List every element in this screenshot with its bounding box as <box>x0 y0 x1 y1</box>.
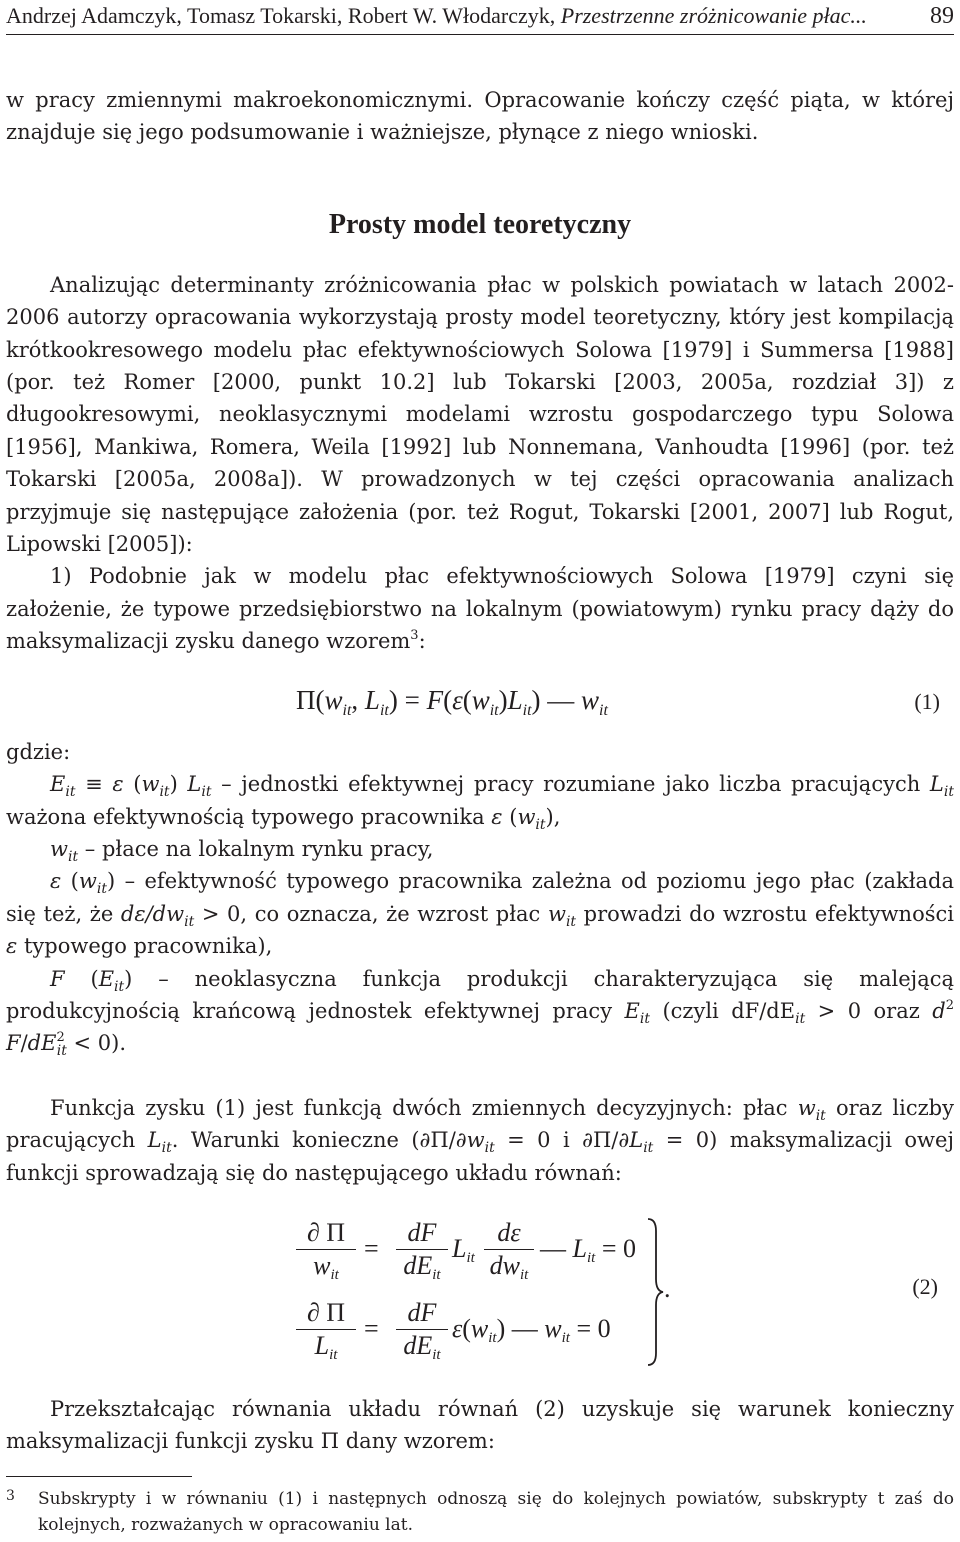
dF-dE-2: dF dEit <box>396 1299 448 1360</box>
paragraph-assumptions: Analizując determinanty zróżnicowania płac w polskich powiatach w latach 2002-2006 autorzy opracowania wykorzystają prosty model teoretyczny, który jest kompilacją krótkookresowego modelu płac efektywnościowych Solowa [1979] i Summersa [1988] (por. też Romer [2000, punkt 10.2] lub Tokarski [2003, 2005a, rozdział 3]) z długookresowymi, neoklasycznymi modelami wzrostu gospodarczego typu Solowa [1956], Mankiwa, Romera, Weila [1992] lub Nonnemana, Vanhoudta [1996] (por. też Tokarski [2005a, 2008a]). W prowadzonych w tej części opracowania analizach przyjmuje się następujące założenia (por. też Rogut, Tokarski [2001, 2007] lub Rogut, Lipowski [2005]): <box>6 272 954 557</box>
page-number: 89 <box>930 3 954 29</box>
intro-paragraph: w pracy zmiennymi makroekonomicznymi. Opracowanie kończy część piąta, w której znajduje się jego podsumowanie i ważniejsze, płynące z niego wnioski. <box>6 88 954 145</box>
footnote-rule <box>6 1476 192 1477</box>
equation-1-number: (1) <box>914 688 940 714</box>
footnote-ref: 3 <box>410 628 419 644</box>
main-text <box>6 84 954 1458</box>
paragraph-profit-function: Funkcja zysku (1) jest funkcją dwóch zmiennych decyzyjnych: płac $w_{it}$ oraz liczby pracujących $L_{it}$. Warunki konieczne ($\partial\Pi/\partial w_{it} = 0$ i $\partial\Pi/\partial L_{it} = 0$) maksymalizacji owej funkcji sprowadzają się do następującego układu równań: <box>6 1095 954 1185</box>
dF-dE-1: dF dEit <box>396 1219 448 1280</box>
right-brace <box>646 1217 664 1367</box>
where-label: gdzie: <box>6 739 71 764</box>
equation-1-formula: $\Pi(w_{it}$, $L_{it}) = F(\varepsilon(w_{it})L_{it})$ — $w_{it}$ <box>296 684 608 719</box>
header-authors: Andrzej Adamczyk, Tomasz Tokarski, Robert W. Włodarczyk, <box>6 3 556 28</box>
equation-system-2: ∂ Π wit = dF dEit Lit dε dwit — Lit = 0 ∂ Π Lit = dF dEit ε(wit) — wit = 0 . (2) <box>6 1213 954 1373</box>
partial-pi-L: ∂ Π Lit <box>296 1299 356 1360</box>
definition-w: $w_{it}$ – płace na lokalnym rynku pracy, <box>50 836 434 865</box>
section-heading: Prosty model teoretyczny <box>328 208 632 240</box>
partial-pi-w: ∂ Π wit <box>296 1219 356 1280</box>
header-rule <box>6 34 954 35</box>
equation-2-number: (2) <box>912 1273 938 1299</box>
definition-E: $E_{it} \equiv \varepsilon$ $(w_{it})$ $L_{it}$ – jednostki efektywnej pracy rozumiane jako liczba pracujących $L_{it}$ ważona efektywnością typowego pracownika ε $(w_{it})$, <box>6 772 954 833</box>
running-header <box>6 2 954 32</box>
header-title: Przestrzenne zróżnicowanie płac... <box>560 3 867 28</box>
paragraph-transform: Przekształcając równania układu równań (2) uzyskuje się warunek konieczny maksymalizacji funkcji zysku Π dany wzorem: <box>6 1396 954 1454</box>
deps-dw: dε dwit <box>484 1219 534 1280</box>
footnote-text: Subskrypty i w równaniu (1) i następnych odnoszą się do kolejnych powiatów, subskrypty t zaś do kolejnych, rozważanych w opracowaniu lat. <box>38 1489 954 1535</box>
definition-epsilon: ε $(w_{it})$ – efektywność typowego pracownika zależna od poziomu jego płac (zakłada się też, że $d\varepsilon/dw_{it} > 0$, co oznacza, że wzrost płac $w_{it}$ prowadzi do wzrostu efektywności ε typowego pracownika), <box>6 869 955 959</box>
footnote-marker: 3 <box>6 1488 15 1504</box>
footnote <box>6 1486 954 1538</box>
definition-F: F $(E_{it})$ – neoklasyczna funkcja produkcji charakteryzująca się malejącą produkcyjnością krańcową jednostek efektywnej pracy $E_{it}$ (czyli $dF/dE_{it} > 0$ oraz $d^2$ $F/dE^2_{it} < 0$). <box>6 966 955 1060</box>
equation-1 <box>6 676 954 736</box>
paragraph-assumption-1: 1) Podobnie jak w modelu płac efektywnościowych Solowa [1979] czyni się założenie, że typowe przedsiębiorstwo na lokalnym (powiatowym) rynku pracy dąży do maksymalizacji zysku danego wzorem$^3$: <box>6 564 954 654</box>
